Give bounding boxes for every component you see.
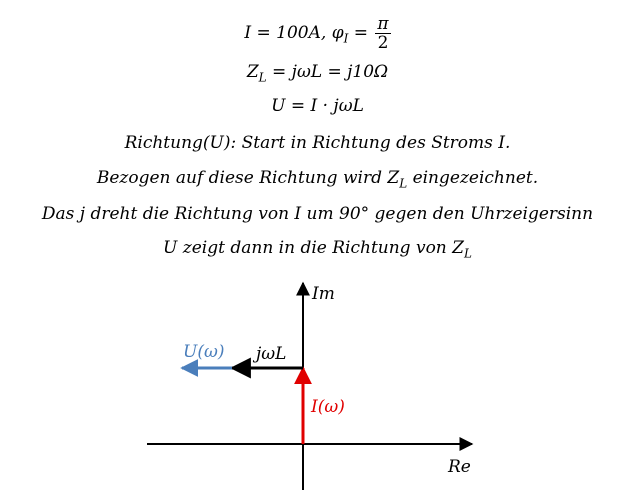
text-direction-start: Richtung(U): Start in Richtung des Stroms I. xyxy=(124,133,511,153)
u-vector-label: U(ω) xyxy=(183,342,225,362)
formula-voltage: U = I · jωL xyxy=(271,96,364,116)
voltage-direction-text: U zeigt dann in die Richtung von Z xyxy=(163,238,464,258)
phase-subscript: I xyxy=(343,31,349,46)
jwl-vector-label: jωL xyxy=(256,344,287,364)
impedance-subscript: L xyxy=(258,70,267,85)
reference-text: Bezogen auf diese Richtung wird Z xyxy=(96,168,400,188)
reference-text-end: eingezeichnet. xyxy=(412,168,539,188)
im-axis-label: Im xyxy=(312,284,335,304)
impedance-expression: = jωL = j10Ω xyxy=(272,62,389,82)
reference-subscript: L xyxy=(399,176,408,191)
fraction-numerator: π xyxy=(377,14,389,34)
equals-sign: = xyxy=(353,23,368,43)
current-text: I = 100A, φ xyxy=(244,23,344,43)
impedance-symbol: Z xyxy=(246,62,259,82)
re-axis-label: Re xyxy=(448,457,471,477)
voltage-direction-subscript: L xyxy=(463,246,472,261)
text-rotation: Das j dreht die Richtung von I um 90° gegen den Uhrzeigersinn xyxy=(41,204,594,224)
fraction-denominator: 2 xyxy=(377,33,389,53)
i-vector-label: I(ω) xyxy=(311,397,345,417)
